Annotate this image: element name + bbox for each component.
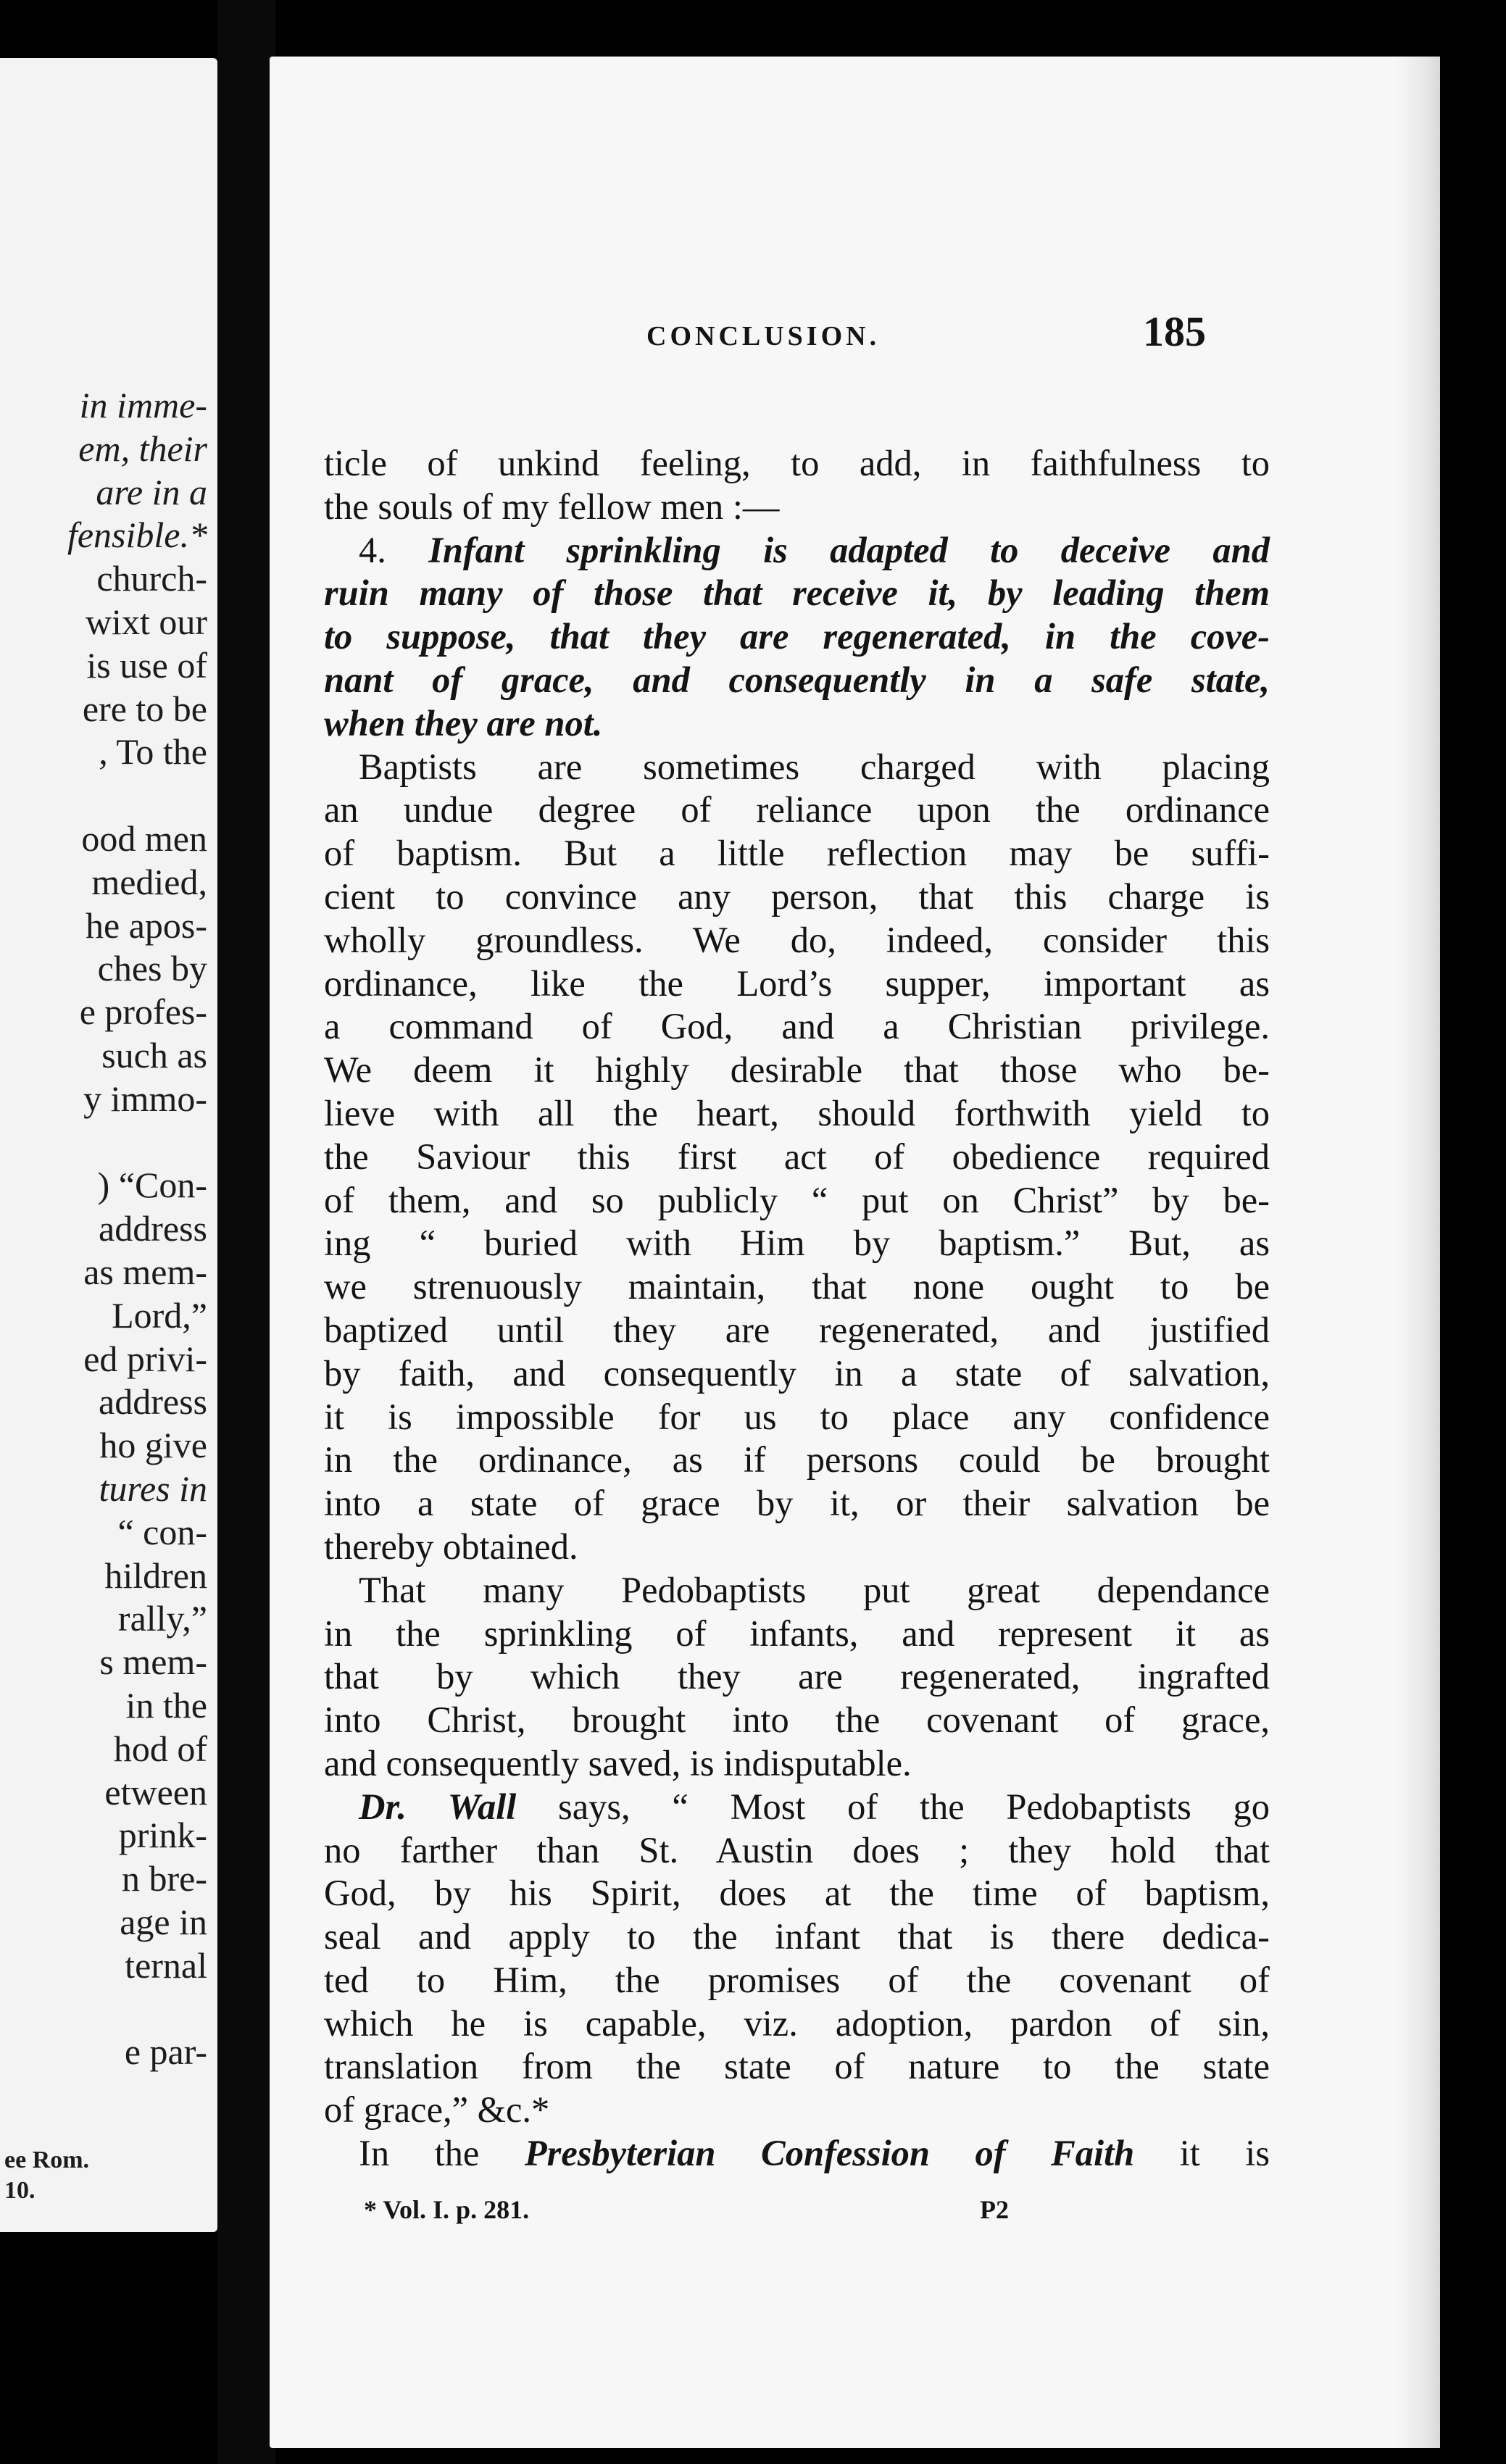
text-line (324, 1439, 1270, 1482)
text-line (324, 1526, 1270, 1569)
left-text-line: ere to be (82, 688, 207, 729)
text-line (324, 1829, 1270, 1873)
text-segment: in the ordinance, as if persons could be brought (324, 1439, 1270, 1481)
left-text-line: prink- (118, 1815, 207, 1856)
text-line (324, 1352, 1270, 1396)
page-number: 185 (1143, 308, 1206, 355)
text-segment: seal and apply to the infant that is there dedica- (324, 1916, 1270, 1957)
text-segment: of grace,” &c.* (324, 2089, 550, 2131)
text-line (324, 1959, 1270, 2002)
body-text (324, 442, 1270, 2176)
text-line (324, 442, 1270, 486)
left-text-line: address (99, 1381, 207, 1423)
text-segment: the Saviour this first act of obedience required (324, 1136, 1270, 1177)
italic-text: ruin many of those that receive it, by leading them (324, 573, 1270, 614)
left-text-line: is use of (86, 644, 207, 686)
left-text-line: he apos- (86, 904, 207, 946)
text-segment: We deem it highly desirable that those who be- (324, 1049, 1270, 1091)
signature-mark: P2 (980, 2195, 1009, 2224)
text-line (324, 1786, 1270, 1829)
text-segment: wholly groundless. We do, indeed, consider this (324, 919, 1270, 960)
text-segment: ticle of unkind feeling, to add, in faithfulness to (324, 443, 1270, 483)
left-text-line: hod of (113, 1728, 207, 1769)
text-line (324, 1179, 1270, 1223)
left-text-line: e par- (124, 2031, 207, 2073)
text-segment: That many Pedobaptists put great dependance (359, 1569, 1270, 1610)
text-segment: by faith, and consequently in a state of salvation, (324, 1352, 1270, 1394)
italic-text: nant of grace, and consequently in a safe state, (324, 659, 1270, 700)
text-line (324, 788, 1270, 832)
text-segment: of baptism. But a little reflection may be suffi- (324, 833, 1270, 874)
text-segment: it is impossible for us to place any confidence (324, 1396, 1270, 1437)
left-text-line: s mem- (99, 1641, 207, 1683)
left-text-line: as mem- (83, 1251, 207, 1292)
text-line (324, 1005, 1270, 1049)
text-segment: says, “ Most of the Pedobaptists go (516, 1786, 1270, 1827)
text-line (324, 486, 1270, 529)
left-page (0, 58, 217, 2232)
text-line (324, 1655, 1270, 1699)
left-text-line (0, 1121, 207, 1165)
text-line (324, 2002, 1270, 2046)
text-line (324, 1915, 1270, 1959)
italic-text: Dr. Wall (359, 1786, 517, 1827)
left-text-line: tures in (99, 1468, 207, 1509)
left-text-line: ternal (125, 1944, 207, 1986)
left-text-line: hildren (104, 1554, 207, 1596)
running-head (270, 308, 1440, 368)
text-line (324, 1222, 1270, 1265)
left-text-line: address (99, 1208, 207, 1249)
text-line (324, 1612, 1270, 1656)
text-line (324, 2045, 1270, 2089)
text-segment: ordinance, like the Lord’s supper, important as (324, 962, 1270, 1004)
left-text-line: ches by (97, 948, 207, 989)
text-segment: ted to Him, the promises of the covenant of (324, 1959, 1270, 2000)
left-text-line: wixt our (85, 601, 207, 642)
left-text-line: ho give (99, 1425, 207, 1466)
text-line (324, 1872, 1270, 1915)
text-segment: which he is capable, viz. adoption, pardon of sin, (324, 2002, 1270, 2044)
running-title: CONCLUSION. (646, 321, 881, 351)
text-line (324, 1699, 1270, 1742)
left-text-line: Lord,” (112, 1294, 207, 1336)
left-text-line: ) “Con- (97, 1165, 207, 1206)
text-line (324, 572, 1270, 615)
text-segment: translation from the state of nature to the state (324, 2046, 1270, 2087)
left-page-text (0, 384, 207, 2074)
text-line (324, 1049, 1270, 1092)
left-text-line: medied, (91, 861, 207, 902)
italic-text: Presbyterian Confession of Faith (524, 2133, 1135, 2174)
left-text-line: age in (120, 1901, 207, 1942)
text-line (324, 746, 1270, 789)
left-text-line (0, 1987, 207, 2031)
text-segment: an undue degree of reliance upon the ordinance (324, 789, 1270, 831)
left-text-line: etween (104, 1771, 207, 1812)
text-segment: cient to convince any person, that this charge is (324, 875, 1270, 917)
left-text-line: e profes- (79, 991, 207, 1033)
left-text-line: em, their (78, 428, 207, 469)
text-line (324, 832, 1270, 875)
text-segment: in the sprinkling of infants, and represent it as (324, 1612, 1270, 1654)
text-line (324, 1742, 1270, 1786)
left-text-line: rally,” (117, 1598, 207, 1639)
left-text-line: ed privi- (83, 1338, 207, 1379)
footnote-row (328, 2194, 1277, 2231)
text-line (324, 875, 1270, 919)
text-line (324, 702, 1270, 746)
left-text-line: fensible.* (67, 515, 207, 556)
text-segment: lieve with all the heart, should forthwith yield to (324, 1092, 1270, 1133)
left-text-line: in the (125, 1684, 207, 1726)
left-text-line: in imme- (79, 385, 207, 425)
page-edge-shadow (1397, 57, 1440, 2448)
text-segment: thereby obtained. (324, 1526, 578, 1567)
text-segment: into Christ, brought into the covenant of grace, (324, 1699, 1270, 1741)
text-line (324, 1092, 1270, 1136)
text-segment: Baptists are sometimes charged with placing (359, 746, 1270, 787)
text-segment: In the (359, 2133, 525, 2174)
left-footnote-line: ee Rom. (4, 2147, 90, 2173)
text-line (324, 2089, 1270, 2132)
left-footnote-line: 10. (4, 2177, 36, 2204)
text-segment: of them, and so publicly “ put on Christ” by be- (324, 1179, 1270, 1220)
text-segment: the souls of my fellow men :— (324, 486, 780, 527)
left-text-line: n bre- (122, 1858, 207, 1899)
main-page (270, 57, 1440, 2448)
text-segment: we strenuously maintain, that none ought to be (324, 1266, 1270, 1307)
text-segment: a command of God, and a Christian privilege. (324, 1006, 1270, 1047)
text-segment: God, by his Spirit, does at the time of baptism, (324, 1873, 1270, 1914)
italic-text: when they are not. (324, 702, 603, 744)
left-text-line: y immo- (83, 1078, 207, 1119)
text-segment: 4. (359, 529, 429, 570)
text-line (324, 962, 1270, 1006)
text-line (324, 919, 1270, 962)
text-line (324, 659, 1270, 702)
footnote: * Vol. I. p. 281. (364, 2195, 530, 2224)
text-line (324, 1569, 1270, 1612)
text-segment: baptized until they are regenerated, and justified (324, 1309, 1270, 1350)
text-line (324, 1482, 1270, 1526)
text-segment: that by which they are regenerated, ingrafted (324, 1656, 1270, 1697)
book-gutter (217, 0, 275, 2464)
left-text-line: church- (96, 558, 207, 599)
italic-text: Infant sprinkling is adapted to deceive and (428, 529, 1270, 570)
text-segment: into a state of grace by it, or their salvation be (324, 1483, 1270, 1524)
left-text-line: ood men (81, 817, 207, 859)
text-segment: and consequently saved, is indisputable. (324, 1742, 912, 1784)
text-line (324, 1265, 1270, 1309)
text-line (324, 1136, 1270, 1179)
text-segment: it is (1134, 2133, 1270, 2174)
left-text-line (0, 774, 207, 817)
text-line (324, 615, 1270, 659)
left-text-line: “ con- (117, 1511, 207, 1552)
left-text-line: such as (101, 1034, 207, 1075)
text-segment: ing “ buried with Him by baptism.” But, as (324, 1223, 1270, 1264)
text-line (324, 529, 1270, 573)
text-line (324, 2132, 1270, 2176)
left-text-line: are in a (96, 471, 207, 512)
text-line (324, 1309, 1270, 1352)
left-page-footnote (0, 2145, 217, 2206)
italic-text: to suppose, that they are regenerated, in the cove- (324, 616, 1270, 657)
text-line (324, 1396, 1270, 1439)
text-segment: no farther than St. Austin does ; they hold that (324, 1829, 1270, 1870)
left-text-line: , To the (99, 731, 207, 773)
